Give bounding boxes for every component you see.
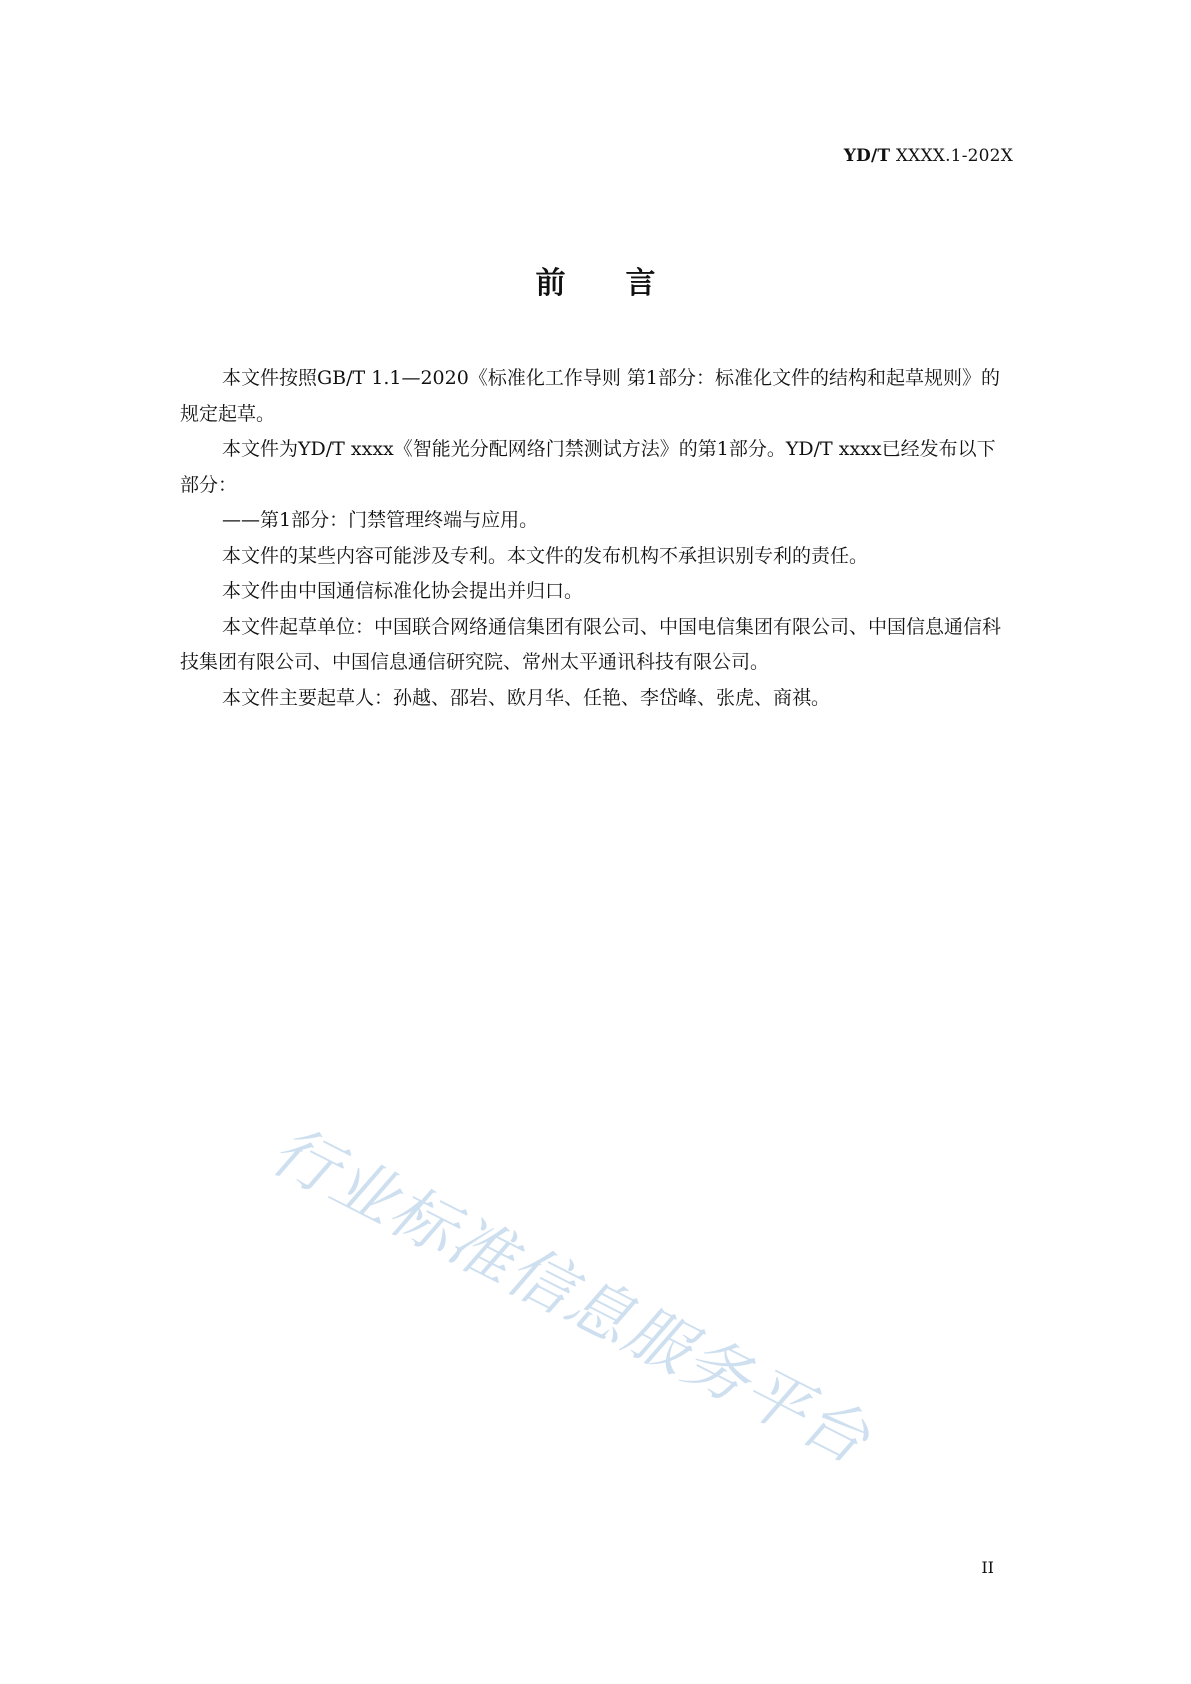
watermark: 行业标准信息服务平台 [259,1113,882,1479]
paragraph-drafting-units: 本文件起草单位：中国联合网络通信集团有限公司、中国电信集团有限公司、中国信息通信科技集团有限公司、中国信息通信研究院、常州太平通讯科技有限公司。 [180,615,1002,673]
document-code-number: XXXX.1-202X [890,146,1013,166]
paragraph-part-list-item: ——第1部分：门禁管理终端与应用。 [222,509,539,531]
paragraph-patent-notice: 本文件的某些内容可能涉及专利。本文件的发布机构不承担识别专利的责任。 [222,544,869,567]
paragraph-drafting-rules: 本文件按照GB/T 1.1—2020《标准化工作导则 第1部分：标准化文件的结构和起草规则》的规定起草。 [180,367,1000,425]
foreword-body [180,361,1014,716]
paragraph-proposer: 本文件由中国通信标准化协会提出并归口。 [222,580,584,602]
page-title: 前言 [535,266,716,301]
page-number: II [981,1558,994,1577]
document-code [844,146,1013,166]
document-code-prefix: YD/T [843,146,891,166]
paragraph-series-part: 本文件为YD/T xxxx《智能光分配网络门禁测试方法》的第1部分。YD/T xxxx已经发布以下部分： [180,438,996,496]
paragraph-drafters: 本文件主要起草人：孙越、邵岩、欧月华、任艳、李岱峰、张虎、商祺。 [222,686,831,709]
